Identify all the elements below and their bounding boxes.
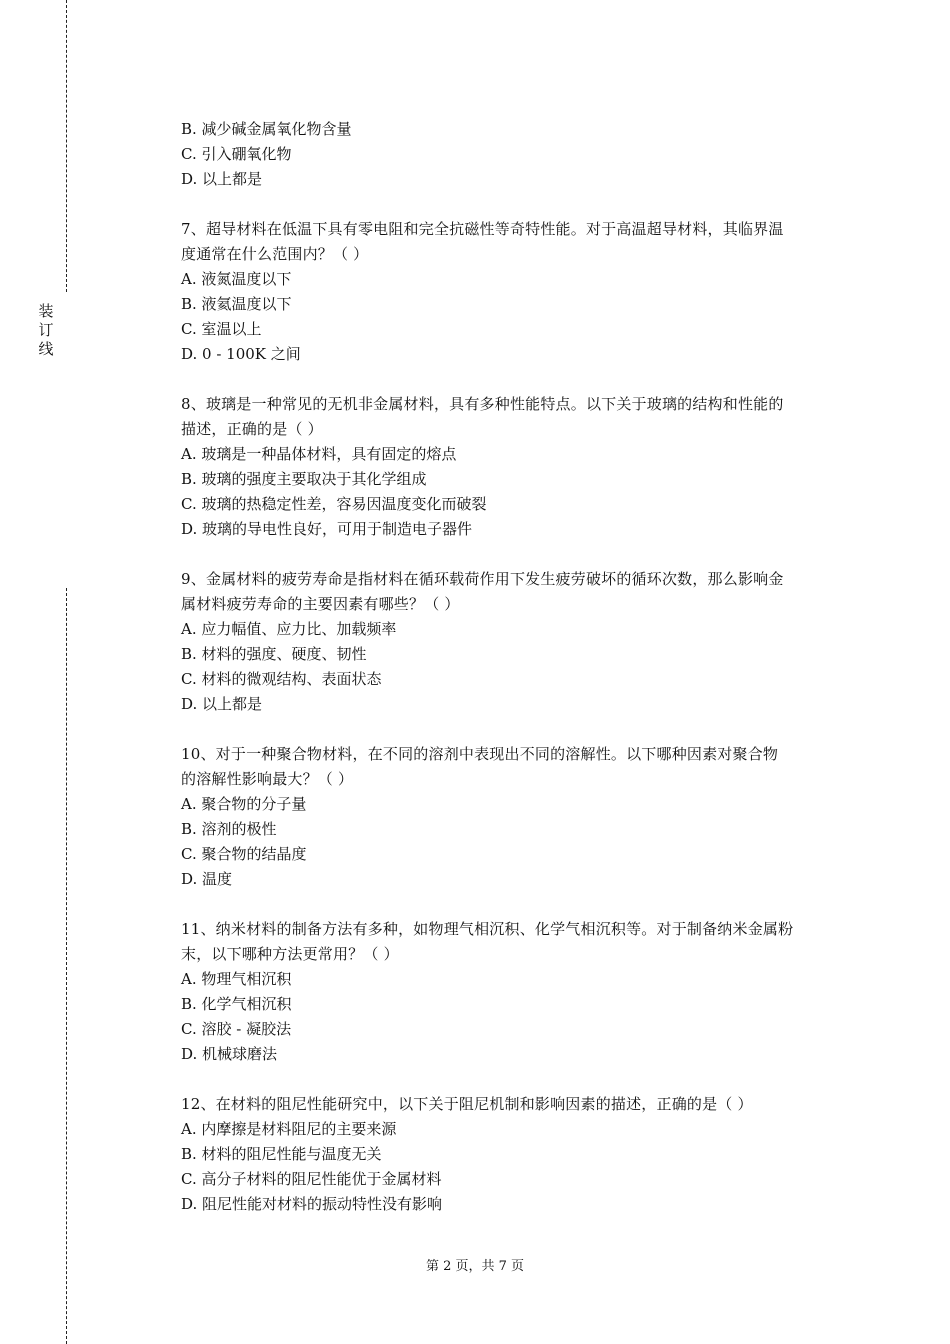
option-c: C. 室温以上 (181, 320, 262, 338)
option-b: B. 减少碱金属氧化物含量 (181, 120, 352, 138)
question-stem-line: 描述，正确的是（ ） (181, 420, 323, 438)
option-a: A. 应力幅值、应力比、加载频率 (181, 620, 397, 638)
question-stem-line: 7、超导材料在低温下具有零电阻和完全抗磁性等奇特性能。对于高温超导材料，其临界温 (181, 220, 784, 238)
question-8 (181, 392, 841, 542)
question-stem-line: 9、金属材料的疲劳寿命是指材料在循环载荷作用下发生疲劳破坏的循环次数，那么影响金 (181, 570, 784, 588)
question-stem-line: 12、在材料的阻尼性能研究中，以下关于阻尼机制和影响因素的描述，正确的是（ ） (181, 1095, 753, 1113)
option-d: D. 温度 (181, 870, 233, 888)
exam-content (181, 117, 841, 1217)
question-stem-line: 10、对于一种聚合物材料，在不同的溶剂中表现出不同的溶解性。以下哪种因素对聚合物 (181, 745, 779, 763)
page-footer: 第 2 页，共 7 页 (425, 1259, 525, 1274)
option-b: B. 液氦温度以下 (181, 295, 292, 313)
option-c: C. 玻璃的热稳定性差，容易因温度变化而破裂 (181, 495, 487, 513)
option-c: C. 引入硼氧化物 (181, 145, 292, 163)
question-stem-line: 末，以下哪种方法更常用？（ ） (181, 945, 399, 963)
option-d: D. 以上都是 (181, 695, 263, 713)
carryover-options (181, 117, 841, 192)
option-a: A. 聚合物的分子量 (181, 795, 307, 813)
question-stem-line: 11、纳米材料的制备方法有多种，如物理气相沉积、化学气相沉积等。对于制备纳米金属粉 (181, 920, 794, 938)
question-10 (181, 742, 841, 892)
option-b: B. 玻璃的强度主要取决于其化学组成 (181, 470, 427, 488)
question-stem-line: 的溶解性影响最大？（ ） (181, 770, 354, 788)
binding-line-top (66, 0, 67, 292)
question-7 (181, 217, 841, 367)
option-a: A. 内摩擦是材料阻尼的主要来源 (181, 1120, 397, 1138)
option-b: B. 材料的阻尼性能与温度无关 (181, 1145, 382, 1163)
option-d: D. 机械球磨法 (181, 1045, 278, 1063)
binding-label: 装订线 (38, 302, 54, 358)
question-stem-line: 8、玻璃是一种常见的无机非金属材料，具有多种性能特点。以下关于玻璃的结构和性能的 (181, 395, 784, 413)
binding-line-bottom (66, 588, 67, 1344)
option-b: B. 溶剂的极性 (181, 820, 277, 838)
option-d: D. 玻璃的导电性良好，可用于制造电子器件 (181, 520, 473, 538)
option-b: B. 材料的强度、硬度、韧性 (181, 645, 367, 663)
question-12 (181, 1092, 841, 1217)
question-stem-line: 属材料疲劳寿命的主要因素有哪些？（ ） (181, 595, 460, 613)
option-a: A. 玻璃是一种晶体材料，具有固定的熔点 (181, 445, 457, 463)
option-d: D. 以上都是 (181, 170, 263, 188)
option-a: A. 物理气相沉积 (181, 970, 292, 988)
option-d: D. 阻尼性能对材料的振动特性没有影响 (181, 1195, 443, 1213)
question-9 (181, 567, 841, 717)
question-stem-line: 度通常在什么范围内？（ ） (181, 245, 369, 263)
option-a: A. 液氮温度以下 (181, 270, 292, 288)
option-c: C. 溶胶 - 凝胶法 (181, 1020, 292, 1038)
option-c: C. 材料的微观结构、表面状态 (181, 670, 382, 688)
option-c: C. 聚合物的结晶度 (181, 845, 307, 863)
question-11 (181, 917, 841, 1067)
option-b: B. 化学气相沉积 (181, 995, 292, 1013)
option-c: C. 高分子材料的阻尼性能优于金属材料 (181, 1170, 442, 1188)
option-d: D. 0 - 100K 之间 (181, 345, 301, 363)
